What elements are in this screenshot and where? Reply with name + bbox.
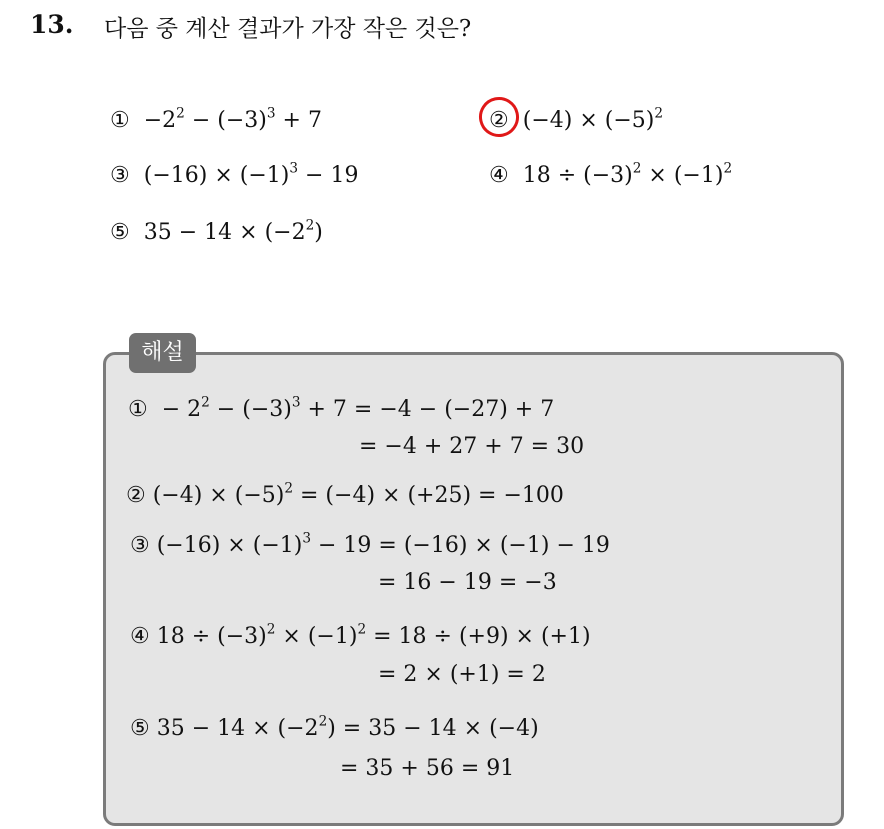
option-number: ① [110, 108, 130, 133]
option-5[interactable] [110, 217, 323, 245]
solution-label: 해설 [129, 333, 196, 373]
solution-line: ⑤ $35 - 14 \times (-2^2) = 35 - 14 \times (-4)$ [130, 713, 539, 741]
option-number: ④ [489, 163, 509, 188]
question-number: 13. [30, 10, 74, 39]
solution-line: = 2 × (+1) = 2 [378, 662, 546, 687]
option-1[interactable] [110, 105, 322, 133]
option-4[interactable] [489, 160, 733, 188]
solution-line: = 35 + 56 = 91 [340, 756, 515, 781]
solution-line: ③ $(-16) \times (-1)^3 - 19 = (-16) \times (-1) - 19$ [130, 530, 610, 558]
option-number: ② [489, 108, 509, 133]
option-expression: $-2^2 - (-3)^3 + 7$ [143, 105, 322, 133]
option-number: ⑤ [110, 220, 130, 245]
option-expression: $(-4) \times (-5)^2$ [522, 105, 664, 133]
solution-line: ① − $2^2 - (-3)^3 + 7 = -4 - (-27) + 7$ [128, 394, 555, 422]
solution-line: = −4 + 27 + 7 = 30 [359, 434, 585, 459]
option-expression: $18 \div (-3)^2 \times (-1)^2$ [522, 160, 733, 188]
option-3[interactable] [110, 160, 359, 188]
option-expression: $35 - 14 \times (-2^2)$ [143, 217, 323, 245]
solution-line: ② $(-4) \times (-5)^2 = (-4) \times (+25) = -100$ [126, 480, 564, 508]
solution-line: ④ $18 \div (-3)^2 \times (-1)^2 = 18 \div (+9) \times (+1)$ [130, 621, 591, 649]
option-number: ③ [110, 163, 130, 188]
question-text: 다음 중 계산 결과가 가장 작은 것은? [104, 16, 472, 42]
solution-line: = 16 − 19 = −3 [378, 570, 557, 595]
option-expression: $(-16) \times (-1)^3 - 19$ [143, 160, 359, 188]
answer-circle-mark [475, 93, 522, 140]
